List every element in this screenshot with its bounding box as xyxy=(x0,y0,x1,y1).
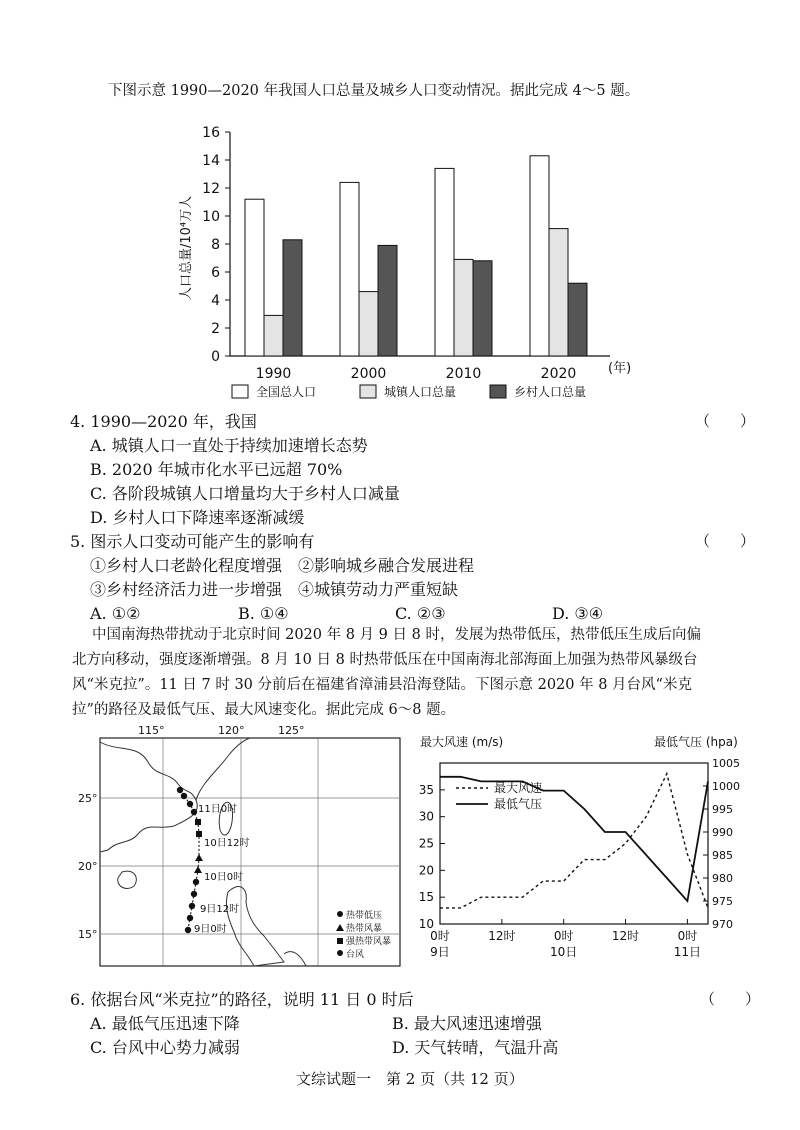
line-x-day-label: 9日 xyxy=(430,945,450,959)
legend-ty-symbol xyxy=(337,950,343,956)
q4-stem: 4. 1990—2020 年，我国 xyxy=(70,412,257,431)
line-plot-frame xyxy=(440,763,708,924)
bar-x-tick-label: 2000 xyxy=(350,366,387,382)
q6-stem: 6. 依据台风“米克拉”的路径，说明 11 日 0 时后 xyxy=(70,990,414,1009)
typhoon-line-chart xyxy=(410,728,750,973)
bar-2000-1 xyxy=(359,292,378,356)
legend-td-symbol xyxy=(337,911,343,917)
legend-ty: 台风 xyxy=(346,950,365,960)
bar-y-tick-label: 14 xyxy=(202,153,220,169)
bar-legend-swatch-0 xyxy=(232,385,248,398)
legend-td: 热带低压 xyxy=(346,911,383,921)
legend-sts-symbol xyxy=(337,938,343,944)
passage-line-3: 风“米克拉”。11 日 7 时 30 分前后在福建省漳浦县沿海登陆。下图示意 2020 年 8 月台风“米克 xyxy=(72,677,692,693)
track-label-9d12h: 9日12时 xyxy=(200,904,240,915)
bar-y-tick-label: 0 xyxy=(211,349,220,365)
line-y-tick-label-right: 995 xyxy=(712,803,733,816)
marker-ty xyxy=(191,809,197,815)
q5-items-line2: ③乡村经济活力进一步增强 ④城镇劳动力严重短缺 xyxy=(90,580,459,599)
passage-line-1: 中国南海热带扰动于北京时间 2020 年 8 月 9 日 8 时，发展为热带低压，热带低压生成后向偏 xyxy=(92,627,701,643)
lat-label-20: 20° xyxy=(78,860,98,873)
bar-2010-1 xyxy=(454,259,473,356)
line-x-tick-label: 0时 xyxy=(553,929,574,943)
lon-label-120: 120° xyxy=(218,724,245,737)
intro-text: 下图示意 1990—2020 年我国人口总量及城乡人口变动情况。据此完成 4～5 题。 xyxy=(108,83,640,99)
line-series-max-wind xyxy=(440,774,708,908)
bar-2020-2 xyxy=(568,283,587,356)
bar-y-tick-label: 12 xyxy=(202,181,220,197)
line-y-tick-label-right: 975 xyxy=(712,895,733,908)
marker-td xyxy=(187,915,193,921)
q4-option-d[interactable]: D. 乡村人口下降速率逐渐减缓 xyxy=(90,508,305,527)
bar-1990-1 xyxy=(264,315,283,356)
line-y-tick-label-left: 25 xyxy=(418,836,434,851)
page-footer: 文综试题一 第 2 页（共 12 页） xyxy=(296,1070,524,1088)
marker-ty xyxy=(187,801,193,807)
line-y-tick-label-left: 10 xyxy=(418,917,434,931)
bar-y-tick-label: 16 xyxy=(202,125,220,141)
marker-td xyxy=(185,927,191,933)
line-x-tick-label: 0时 xyxy=(677,929,698,943)
track-label-9d0h: 9日0时 xyxy=(194,924,227,935)
bar-2010-0 xyxy=(435,168,454,356)
bar-y-tick-label: 8 xyxy=(211,237,220,253)
line-y-tick-label-right: 1000 xyxy=(712,780,740,793)
line-y-tick-label-right: 1005 xyxy=(712,757,740,770)
line-chart-ylabel-left: 最大风速 (m/s) xyxy=(420,735,504,749)
bar-2010-2 xyxy=(473,261,492,356)
lon-label-125: 125° xyxy=(278,724,305,737)
bar-2000-0 xyxy=(340,182,359,356)
marker-td xyxy=(181,793,187,799)
line-y-tick-label-left: 15 xyxy=(418,890,434,905)
bar-legend-label-1: 城镇人口总量 xyxy=(384,385,457,399)
line-y-tick-label-left: 20 xyxy=(418,863,434,878)
population-bar-chart xyxy=(160,110,650,410)
line-y-tick-label-right: 980 xyxy=(712,872,733,885)
marker-td xyxy=(189,903,195,909)
track-label-10d0h: 10日0时 xyxy=(204,872,244,883)
q4-option-b[interactable]: B. 2020 年城市化水平已远超 70% xyxy=(90,460,343,479)
bar-x-tick-label: 2020 xyxy=(540,366,577,382)
track-label-11d0h: 11日0时 xyxy=(198,804,238,815)
marker-td xyxy=(191,891,197,897)
typhoon-track-map xyxy=(78,722,408,982)
bar-2020-1 xyxy=(549,229,568,356)
bar-y-tick-label: 4 xyxy=(211,293,220,309)
line-chart-ylabel-right: 最低气压 (hpa) xyxy=(654,735,738,749)
bar-2000-2 xyxy=(378,245,397,356)
line-y-tick-label-right: 970 xyxy=(712,918,733,931)
q4-option-c[interactable]: C. 各阶段城镇人口增量均大于乡村人口减量 xyxy=(90,484,400,503)
bar-legend-label-0: 全国总人口 xyxy=(256,385,317,399)
passage-line-2: 北方向移动，强度逐渐增强。8 月 10 日 8 时热带低压在中国南海北部海面上加强为热带风暴级台 xyxy=(72,652,698,668)
legend-sts: 强热带风暴 xyxy=(346,937,392,947)
lat-label-15: 15° xyxy=(78,928,98,941)
passage-line-4: 拉”的路径及最低气压、最大风速变化。据此完成 6～8 题。 xyxy=(72,702,456,718)
marker-td xyxy=(193,879,199,885)
lat-label-25: 25° xyxy=(78,792,98,805)
bar-y-tick-label: 2 xyxy=(211,321,220,337)
q5-answer-paren[interactable]: （ ） xyxy=(695,532,756,550)
q5-option-b[interactable]: B. ①④ xyxy=(238,604,289,623)
marker-sts xyxy=(195,819,201,825)
marker-sts xyxy=(196,831,202,837)
typhoon-passage xyxy=(72,623,742,723)
legend-ts: 热带风暴 xyxy=(346,924,383,934)
q6-option-a[interactable]: A. 最低气压迅速下降 xyxy=(90,1014,240,1033)
q6-option-b[interactable]: B. 最大风速迅速增强 xyxy=(392,1014,542,1033)
q5-option-a[interactable]: A. ①② xyxy=(90,604,141,623)
line-legend-label-1: 最低气压 xyxy=(494,797,543,811)
line-y-tick-label-right: 985 xyxy=(712,849,733,862)
line-x-tick-label: 12时 xyxy=(488,929,516,943)
bar-chart-xlabel: (年) xyxy=(608,361,632,376)
q5-option-c[interactable]: C. ②③ xyxy=(395,604,446,623)
line-y-tick-label-left: 30 xyxy=(418,809,434,824)
q5-stem: 5. 图示人口变动可能产生的影响有 xyxy=(70,532,315,551)
bar-1990-2 xyxy=(283,240,302,356)
bar-legend-swatch-2 xyxy=(490,385,506,398)
q5-option-d[interactable]: D. ③④ xyxy=(552,604,604,623)
line-x-day-label: 11日 xyxy=(673,945,702,959)
line-y-tick-label-left: 35 xyxy=(418,782,434,797)
line-series-min-pressure xyxy=(440,777,708,901)
track-label-10d12h: 10日12时 xyxy=(204,838,250,849)
bar-legend-swatch-1 xyxy=(360,385,376,398)
q6-option-c[interactable]: C. 台风中心势力减弱 xyxy=(90,1038,240,1057)
bar-x-tick-label: 2010 xyxy=(445,366,482,382)
q4-answer-paren[interactable]: （ ） xyxy=(695,412,756,430)
line-y-tick-label-right: 990 xyxy=(712,826,733,839)
line-x-tick-label: 0时 xyxy=(430,929,450,943)
q6-option-d[interactable]: D. 天气转晴，气温升高 xyxy=(392,1038,559,1057)
lon-label-115: 115° xyxy=(138,724,165,737)
line-legend-label-0: 最大风速 xyxy=(494,781,543,795)
bar-2020-0 xyxy=(530,156,549,356)
q5-items-line1: ①乡村人口老龄化程度增强 ②影响城乡融合发展进程 xyxy=(90,556,475,575)
bar-x-tick-label: 1990 xyxy=(255,366,292,382)
line-x-day-label: 10日 xyxy=(550,945,578,959)
bar-1990-0 xyxy=(245,199,264,356)
bar-y-tick-label: 10 xyxy=(202,209,220,225)
q4-option-a[interactable]: A. 城镇人口一直处于持续加速增长态势 xyxy=(90,436,368,455)
bar-y-tick-label: 6 xyxy=(211,265,220,281)
marker-td xyxy=(177,787,183,793)
line-x-tick-label: 12时 xyxy=(611,929,640,943)
bar-legend-label-2: 乡村人口总量 xyxy=(514,385,587,399)
q6-answer-paren[interactable]: （ ） xyxy=(700,990,761,1008)
bar-chart-ylabel: 人口总量/10⁴万人 xyxy=(179,195,194,300)
